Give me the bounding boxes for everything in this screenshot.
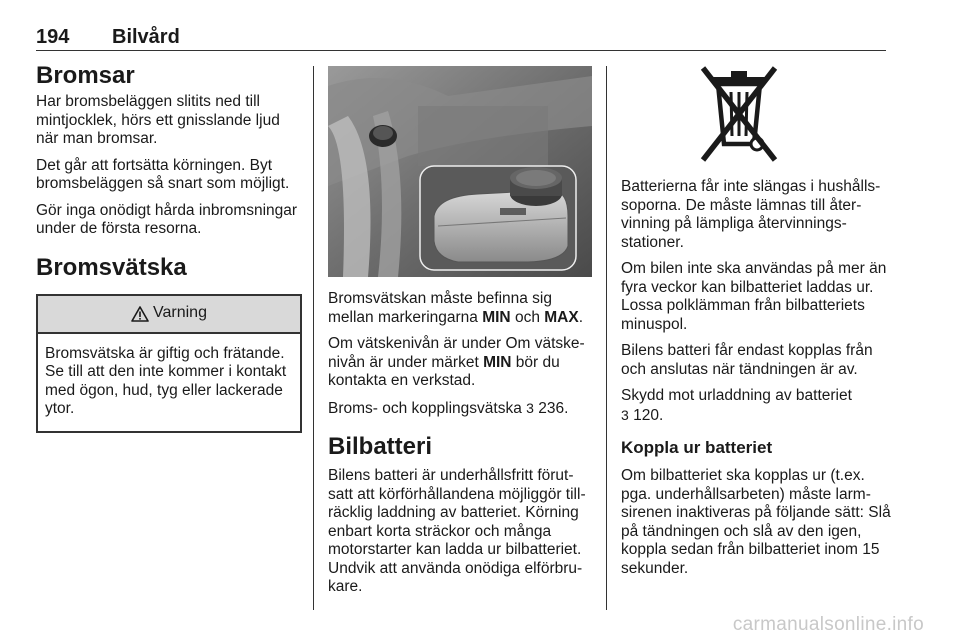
section-title: Bilvård [112, 26, 180, 48]
page-reference-arrow-icon: 3 [526, 399, 534, 416]
discharge-protection-paragraph: Skydd mot urladdning av batteriet 3 120. [621, 387, 852, 424]
warning-box [36, 294, 302, 433]
warning-label: Varning [153, 304, 207, 322]
crossed-out-wheelie-bin-icon [699, 64, 779, 164]
brakes-paragraph-1: Har bromsbeläggen slitits ned till mintjocklek, hörs ett gnisslande ljud när man bromsar. [36, 93, 280, 147]
warning-header [38, 296, 300, 334]
column-3 [621, 62, 891, 586]
disposal-paragraph: Batterierna får inte slängas i hushållssoporna. De måste lämnas till återvinning på lämpliga återvinningsstationer. [621, 178, 881, 251]
page-reference-arrow-icon: 3 [621, 406, 629, 423]
column-divider-1 [313, 66, 314, 610]
warning-text: Bromsvätska är giftig och frätande. Se till att den inte kommer i kontakt med ögon, hud, tyg eller lackerade ytor. [45, 344, 287, 417]
page-reference-link[interactable]: 120. [628, 406, 664, 424]
page-header [36, 26, 886, 51]
brakes-paragraph-3: Gör inga onödigt hårda inbromsningar under de första resorna. [36, 201, 298, 237]
fluid-reference-paragraph: Broms- och kopplingsvätska 3 236. [328, 399, 569, 417]
disconnect-battery-heading: Koppla ur batteriet [621, 438, 773, 457]
disconnect-paragraph: Om bilbatteriet ska kopplas ur (t.ex. pga. underhållsarbeten) måste larmsirenen inaktiveras på följande sätt: Slå på tändningen och slå av den igen, koppla sedan från bilbatteriet inom 15 sekunder. [621, 467, 891, 577]
brake-fluid-reservoir-image [328, 66, 592, 277]
brakes-heading: Bromsar [36, 62, 135, 89]
brake-fluid-heading: Bromsvätska [36, 253, 187, 281]
column-1 [36, 62, 302, 433]
fluid-low-paragraph: Om vätskenivån är under Om vätskenivån är under märket MIN bör du kontakta en verkstad. [328, 335, 585, 389]
storage-paragraph: Om bilen inte ska användas på mer än fyra veckor kan bilbatteriet laddas ur. Lossa polklämman från bilbatteriets minuspol. [621, 260, 887, 333]
watermark: carmanualsonline.info [732, 614, 924, 635]
column-2 [328, 62, 592, 605]
fluid-level-paragraph: Bromsvätskan måste befinna sig mellan markeringarna MIN och MAX. [328, 290, 584, 326]
battery-paragraph-1: Bilens batteri är underhållsfritt förutsatt att körförhållandena möjliggör tillräcklig laddning av batteriet. Körning enbart korta sträckor och många motorstarter kan ladda ur bilbatteriet. Undvik att använda onödiga elförbrukare. [328, 467, 586, 595]
page-reference-link[interactable]: 236. [533, 399, 569, 417]
ignition-paragraph: Bilens batteri får endast kopplas från och anslutas när tändningen är av. [621, 342, 873, 378]
page-number: 194 [36, 26, 70, 48]
warning-triangle-icon [131, 306, 149, 322]
column-divider-2 [606, 66, 607, 610]
battery-heading: Bilbatteri [328, 433, 433, 460]
brakes-paragraph-2: Det går att fortsätta körningen. Byt bromsbeläggen så snart som möjligt. [36, 156, 290, 192]
